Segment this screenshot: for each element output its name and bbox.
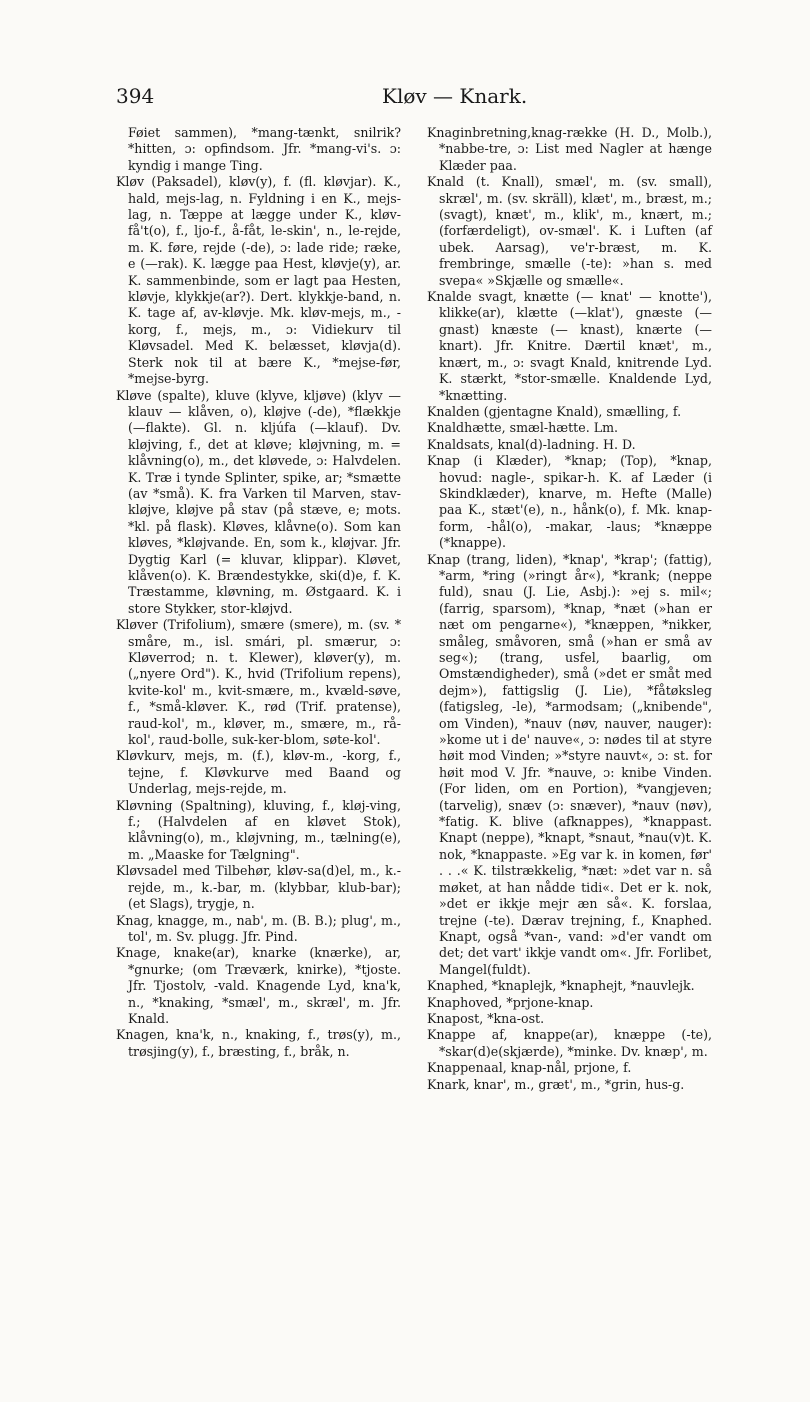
entry-klovkurv: Kløvkurv, mejs, m. (f.), kløv-m., -korg, f., tejne, f. Kløvkurve med Baand og Underlag, mejs-rejde, m. bbox=[116, 748, 401, 797]
entry-knaphoved: Knaphoved, *prjone-knap. bbox=[427, 994, 594, 1010]
entry-knalde: Knalde svagt, knætte (— knat' — knotte'), klikke(ar), klætte (—klat'), gnæste (—gnast) knæste (— knast), knærte (— knart). Jfr. Knitre. Dærtil knæt', m., knært, m., ɔ: svagt Knald, knitrende Lyd. K. stærkt, *stor-smælle. Knaldende Lyd, *knætting. bbox=[427, 289, 712, 403]
entry-knapost: Knapost, *kna-ost. bbox=[427, 1010, 545, 1026]
entry-klov: Kløv (Paksadel), kløv(y), f. (fl. kløvjar). K., hald, mejs-lag, n. Fyldning i en K., mejs-lag, n. Tæppe at lægge under K., kløv-få't(o), f., ljo-f., å-fåt, le-skin', n., le-rejde, m. K. føre, rejde (-de), ɔ: lade ride; ræke, e (—rak). K. lægge paa Hest, kløvje(y), ar. K. sammenbinde, som er lagt paa Hesten, kløvje, klykkje(ar?). Dert. klykkje-band, n. K. tage af, av-kløvje. Mk. kløv-mejs, m., -korg, f., mejs, m., ɔ: Vidiekurv til Kløvsadel. Med K. belæsset, kløvja(d). Sterk nok til at bære K., *mejse-før, *mejse-byrg. bbox=[116, 174, 401, 387]
entry-knalden: Knalden (gjentagne Knald), smælling, f. bbox=[427, 403, 682, 419]
entry-klover: Kløver (Trifolium), smære (smere), m. (sv. * småre, m., isl. smári, pl. smærur, ɔ: Kløverrod; n. t. Klewer), kløver(y), m. („nyere Ord"). K., hvid (Trifolium repens), kvite-kol' m., kvit-smære, m., kvæld-søve, f., *små-kløver. K., rød (Trif. pratense), raud-kol', m., kløver, m., smære, m., rå-kol', raud-bolle, suk-ker-blom, søte-kol'. bbox=[116, 617, 401, 748]
entry-continuation: Føiet sammen), *mang-tænkt, snilrik? *hitten, ɔ: opfindsom. Jfr. *mang-vi's. ɔ: kyndig i mange Ting. bbox=[128, 125, 401, 173]
entry-knag: Knag, knagge, m., nab', m. (B. B.); plug', m., tol', m. Sv. plugg. Jfr. Pind. bbox=[116, 912, 401, 944]
entry-knaginbretning: Knaginbretning,knag-række (H. D., Molb.), *nabbe-tre, ɔ: List med Nagler at hænge Klæder paa. bbox=[427, 125, 712, 173]
entry-knappe-af: Knappe af, knappe(ar), knæppe (-te), *skar(d)e(skjærde), *minke. Dv. knæp', m. bbox=[427, 1027, 712, 1059]
running-title: Kløv — Knark. bbox=[382, 84, 528, 108]
entry-knagen: Knagen, kna'k, n., knaking, f., trøs(y), m., trøsjing(y), f., bræsting, f., bråk, n. bbox=[116, 1027, 401, 1059]
page-header bbox=[0, 84, 810, 114]
entry-knark: Knark, knar', m., græt', m., *grin, hus-g. bbox=[427, 1076, 685, 1092]
entry-klove: Kløve (spalte), kluve (klyve, kljøve) (klyv — klauv — klåven, o), kløjve (-de), *flækkje (—flakte). Gl. n. kljúfa (—klauf). Dv. kløjving, f., det at kløve; kløjvning, m. = klåvning(o), m., det kløvede, ɔ: Halvdelen. K. Træ i tynde Splinter, spike, ar; *smætte (av *små). K. fra Varken til Marven, stav-kløjve, kløjve på stav (på stæve, e; mots. *kl. på flask). Kløves, klåvne(o). Som kan kløves, *kløjvande. En, som k., kløjvar. Jfr. Dygtig Karl (= kluvar, klippar). Kløvet, klåven(o). K. Brændestykke, ski(d)e, f. K. Træstamme, kløvning, m. Østgaard. K. i store Stykker, stor-kløjvd. bbox=[116, 387, 401, 616]
entry-klovning: Kløvning (Spaltning), kluving, f., kløj-ving, f.; (Halvdelen af en kløvet Stok), klåvning(o), m., kløjvning, m., tælning(e), m. „Maaske for Tælgning". bbox=[116, 797, 401, 862]
entry-knaldsats: Knaldsats, knal(d)-ladning. H. D. bbox=[427, 436, 636, 452]
entry-knaldhaette: Knaldhætte, smæl-hætte. Lm. bbox=[427, 420, 619, 436]
entry-knap: Knap (i Klæder), *knap; (Top), *knap, hovud: nagle-, spikar-h. K. af Læder (i Skindklæder), knarve, m. Hefte (Malle) paa K., stæt'(e), n., hånk(o), f. Mk. knap-form, -hål(o), -makar, -laus; *knæppe (*knappe). bbox=[427, 453, 712, 551]
entry-knap-adj: Knap (trang, liden), *knap', *krap'; (fattig), *arm, *ring (»ringt år«), *krank; (neppe fuld), snau (J. Lie, Asbj.): »ej s. mil«; (farrig, sparsom), *knap, *næt (»han er næt om pengarne«), *knæppen, *nikker, småleg, småvoren, små (»han er små av seg«); (trang, usfel, baarlig, om Omstændigheder), små (»det er småt med dejm»), fattigslig (J. Lie), *fåtøksleg (fatigsleg, -le), *armodsam; („knibende", om Vinden), *nauv (nøv, nauver, nauger): »kome ut i de' nauve«, ɔ: nødes til at styre høit mod Vinden; »*styre nauvt«, ɔ: st. for høit mod V. Jfr. *nauve, ɔ: knibe Vinden. (For liden, om en Portion), *vangjeven; (tarvelig), snæv (ɔ: snæver), *nauv (nøv), *fatig. K. blive (afknappes), *knappast. Knapt (neppe), *knapt, *snaut, *nau(v)t. K. nok, *knappaste. »Eg var k. in komen, før' . . .« K. tilstrækkelig, *næt: »det var n. så møket, at han nådde tidi«. Det er k. nok, »det er ikkje mejr æn så«. K. forslaa, trejne (-te). Dærav trejning, f., Knaphed. Knapt, også *van-, vand: »d'er vandt om det; det vart' ikkje vandt om«. Jfr. Forlibet, Mangel(fuldt). bbox=[427, 551, 712, 977]
entry-knald: Knald (t. Knall), smæl', m. (sv. small), skræl', m. (sv. skräll), klæt', m., bræst, m.; (svagt), knæt', m., klik', m., knært, m.; (forfærdeligt), ov-smæl'. K. i Luften (af ubek. Aarsag), ve'r-bræst, m. K. frembringe, smælle (-te): »han s. med svepa« »Skjælle og smælle«. bbox=[427, 174, 712, 288]
right-column bbox=[427, 125, 712, 1093]
entry-knaphed: Knaphed, *knaplejk, *knaphejt, *nauvlejk. bbox=[427, 978, 695, 994]
left-column bbox=[116, 125, 401, 1060]
entry-klovsadel: Kløvsadel med Tilbehør, kløv-sa(d)el, m., k.-rejde, m., k.-bar, m. (klybbar, klub-bar); (et Slags), trygje, n. bbox=[116, 863, 401, 912]
page-number: 394 bbox=[116, 84, 155, 108]
entry-knappenaal: Knappenaal, knap-nål, prjone, f. bbox=[427, 1060, 632, 1076]
entry-knage: Knage, knake(ar), knarke (knærke), ar, *gnurke; (om Træværk, knirke), *tjoste. Jfr. Tjostolv, -vald. Knagende Lyd, kna'k, n., *knaking, *smæl', m., skræl', m. Jfr. Knald. bbox=[116, 945, 401, 1026]
